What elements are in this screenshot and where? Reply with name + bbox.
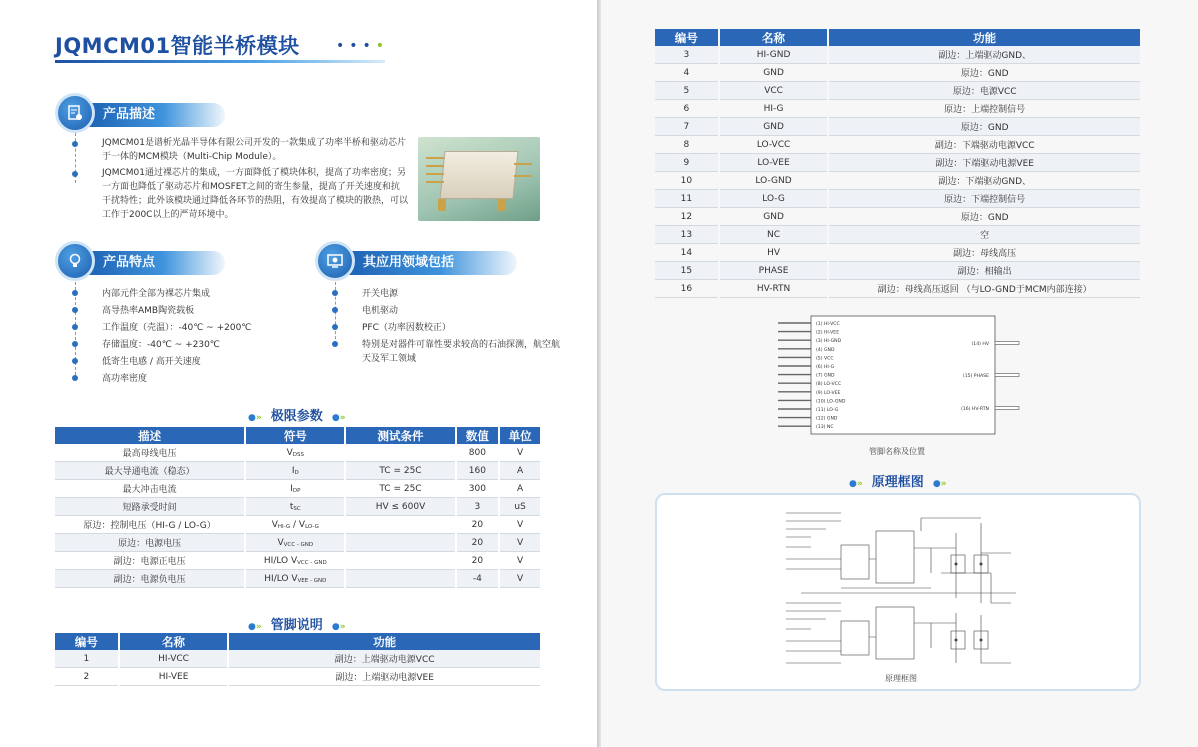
limit-desc: 最大冲击电流 <box>55 480 244 498</box>
table-row <box>55 668 540 686</box>
limit-desc: 副边：电源正电压 <box>55 552 244 570</box>
pin-function: 副边：相输出 <box>829 262 1140 280</box>
pin-label: (6) HI-G <box>816 365 835 370</box>
table-row <box>655 208 1140 226</box>
pins-header-cell: 功能 <box>229 633 540 650</box>
pin-function: 原边：GND <box>829 118 1140 136</box>
limits-header-cell: 测试条件 <box>346 427 454 444</box>
schematic-caption: 原理框图 <box>885 674 917 683</box>
limit-value: -4 <box>457 570 499 588</box>
limit-unit: A <box>500 480 540 498</box>
pin-function: 副边：母线高压返回 （与LO-GND于MCM内部连接） <box>829 280 1140 298</box>
pin-name: NC <box>720 226 828 244</box>
table-row <box>655 280 1140 298</box>
pin-drawing <box>776 312 1021 440</box>
pins-header-cell: 名称 <box>720 29 828 46</box>
limit-symbol: $t_{SC}$ <box>246 498 344 516</box>
table-row <box>55 480 540 498</box>
page-title: JQMCM01智能半桥模块 <box>55 34 300 58</box>
feature-item: 低寄生电感 / 高开关速度 <box>102 357 201 367</box>
pin-number: 5 <box>655 82 718 100</box>
pins-header-cell: 名称 <box>120 633 228 650</box>
pin-function: 副边：下端驱动电源VEE <box>829 154 1140 172</box>
pin-number: 10 <box>655 172 718 190</box>
pin-number: 16 <box>655 280 718 298</box>
features-header <box>55 251 225 277</box>
limit-condition: HV ≤ 600V <box>346 498 454 516</box>
pins-heading: ●» 管脚说明 ●» <box>248 618 346 633</box>
pin-lead <box>995 342 1019 345</box>
limit-value: 300 <box>457 480 499 498</box>
limit-unit: V <box>500 444 540 462</box>
limit-unit: uS <box>500 498 540 516</box>
pin-function: 空 <box>829 226 1140 244</box>
limit-desc: 最高母线电压 <box>55 444 244 462</box>
table-row <box>655 100 1140 118</box>
limits-header-cell: 单位 <box>500 427 540 444</box>
table-row <box>55 516 540 534</box>
limit-value: 20 <box>457 534 499 552</box>
pin-drawing-caption: 管脚名称及位置 <box>869 447 925 456</box>
table-row <box>655 154 1140 172</box>
limit-unit: V <box>500 570 540 588</box>
limit-condition <box>346 444 454 462</box>
pin-number: 12 <box>655 208 718 226</box>
limit-unit: V <box>500 534 540 552</box>
table-row <box>655 118 1140 136</box>
pin-name: HI-G <box>720 100 828 118</box>
pin-name: LO-VCC <box>720 136 828 154</box>
table-row <box>655 244 1140 262</box>
limits-header-cell: 描述 <box>55 427 244 444</box>
pin-number: 11 <box>655 190 718 208</box>
pin-number: 4 <box>655 64 718 82</box>
limit-value: 800 <box>457 444 499 462</box>
pins-header-cell: 编号 <box>655 29 718 46</box>
pins-header-cell: 功能 <box>829 29 1140 46</box>
limits-header-cell: 数值 <box>457 427 499 444</box>
applications-list <box>362 287 562 366</box>
monitor-chart-icon <box>315 241 355 281</box>
pin-name: HI-VCC <box>120 650 228 668</box>
limits-header-cell: 符号 <box>246 427 344 444</box>
features-list <box>102 287 302 389</box>
limit-desc: 最大导通电流（稳态） <box>55 462 244 480</box>
application-item: 特别是对器件可靠性要求较高的石油探测，航空航天及军工领域 <box>362 340 561 364</box>
schematic-diagram <box>781 503 1021 675</box>
pins-table-left <box>53 633 542 686</box>
pin-number: 8 <box>655 136 718 154</box>
application-item: PFC（功率因数校正） <box>362 323 451 333</box>
pin-name: HV <box>720 244 828 262</box>
module-body <box>439 151 518 199</box>
description-header <box>55 103 225 129</box>
left-page <box>0 0 597 747</box>
pin-function: 副边：下端驱动GND、 <box>829 172 1140 190</box>
limit-symbol: $I_{DP}$ <box>246 480 344 498</box>
pin-function: 原边：上端控制信号 <box>829 100 1140 118</box>
application-item: 电机驱动 <box>362 306 399 316</box>
pin-number: 2 <box>55 668 118 686</box>
pin-number: 1 <box>55 650 118 668</box>
table-row <box>655 64 1140 82</box>
pin-function: 原边：下端控制信号 <box>829 190 1140 208</box>
limit-unit: V <box>500 552 540 570</box>
pin-label: (15) PHASE <box>962 374 989 379</box>
pin-name: HI-GND <box>720 46 828 64</box>
pin-name: VCC <box>720 82 828 100</box>
table-row <box>55 498 540 516</box>
table-row <box>655 46 1140 64</box>
limit-condition: TC = 25C <box>346 480 454 498</box>
feature-item: 高功率密度 <box>102 374 148 384</box>
timeline-dot <box>72 141 78 147</box>
feature-item: 工作温度（壳温）：-40℃ ~ +200℃ <box>102 323 252 333</box>
pin-number: 9 <box>655 154 718 172</box>
module-photo <box>418 137 540 221</box>
pin-label: (3) HI-GND <box>816 339 842 345</box>
pin-label: (12) GND <box>816 416 838 422</box>
pin-name: LO-VEE <box>720 154 828 172</box>
limit-desc: 原边：控制电压（HI-G / LO-G） <box>55 516 244 534</box>
limit-condition <box>346 552 454 570</box>
pin-name: HI-VEE <box>120 668 228 686</box>
pin-name: LO-G <box>720 190 828 208</box>
document-check-icon <box>55 93 95 133</box>
pin-label: (10) LO-GND <box>816 399 846 405</box>
table-row <box>55 552 540 570</box>
description-paragraph-2: JQMCM01通过裸芯片的集成，一方面降低了模块体积，提高了功率密度；另一方面也降低了驱动芯片和MOSFET之间的寄生参量，提高了开关速度和抗干扰特性；此外该模块通过降低各环节的热阻，有效提高了模块的散热，可以工作于200C以上的严苛环境中。 <box>102 168 409 220</box>
table-row <box>55 444 540 462</box>
limit-desc: 副边：电源负电压 <box>55 570 244 588</box>
pin-function: 原边：电源VCC <box>829 82 1140 100</box>
pin-name: PHASE <box>720 262 828 280</box>
pin-name: GND <box>720 118 828 136</box>
applications-heading: 其应用领域包括 <box>347 251 517 275</box>
limit-condition <box>346 534 454 552</box>
limit-unit: V <box>500 516 540 534</box>
pin-function: 副边：上端驱动电源VCC <box>229 650 540 668</box>
pin-number: 15 <box>655 262 718 280</box>
limit-condition <box>346 570 454 588</box>
limit-symbol: $I_D$ <box>246 462 344 480</box>
description-heading: 产品描述 <box>87 103 225 127</box>
table-row <box>655 82 1140 100</box>
feature-item: 存储温度：-40℃ ~ +230℃ <box>102 340 220 350</box>
pin-label: (16) HV-RTN <box>961 407 989 412</box>
feature-item: 内部元件全部为裸芯片集成 <box>102 289 211 299</box>
table-row <box>655 172 1140 190</box>
pin-label: (8) LO-VCC <box>816 382 842 388</box>
pin-label: (13) NC <box>816 425 834 431</box>
limit-value: 3 <box>457 498 499 516</box>
features-timeline <box>75 282 76 380</box>
pin-lead <box>995 407 1019 410</box>
table-row <box>655 226 1140 244</box>
limits-table <box>53 427 542 588</box>
limit-unit: A <box>500 462 540 480</box>
features-heading: 产品特点 <box>87 251 225 275</box>
application-item: 开关电源 <box>362 289 399 299</box>
limit-symbol: $V_{DSS}$ <box>246 444 344 462</box>
applications-header <box>315 251 515 277</box>
pin-lead <box>995 374 1019 377</box>
pin-function: 原边：GND <box>829 208 1140 226</box>
pin-label: (1) HI-VCC <box>816 322 840 327</box>
pin-label: (4) GND <box>816 347 835 353</box>
limit-desc: 短路承受时间 <box>55 498 244 516</box>
lightbulb-icon <box>55 241 95 281</box>
table-row <box>55 534 540 552</box>
pins-header-cell: 编号 <box>55 633 118 650</box>
pin-function: 副边：上端驱动GND、 <box>829 46 1140 64</box>
limit-condition <box>346 516 454 534</box>
pin-function: 原边：GND <box>829 64 1140 82</box>
limit-value: 20 <box>457 516 499 534</box>
limit-symbol: HI/LO $V_{VEE - GND}$ <box>246 570 344 588</box>
pin-name: LO-GND <box>720 172 828 190</box>
table-row <box>55 462 540 480</box>
limit-symbol: $V_{VCC - GND}$ <box>246 534 344 552</box>
schematic-panel <box>655 493 1141 691</box>
timeline-dot <box>72 171 78 177</box>
limit-symbol: $V_{HI-G} / V_{LO-G}$ <box>246 516 344 534</box>
title-rule <box>55 60 385 63</box>
limit-condition: TC = 25C <box>346 462 454 480</box>
pin-function: 副边：下端驱动电源VCC <box>829 136 1140 154</box>
table-row <box>655 190 1140 208</box>
pin-label: (9) LO-VEE <box>816 390 841 396</box>
table-row <box>55 570 540 588</box>
limit-desc: 原边：电源电压 <box>55 534 244 552</box>
table-row <box>55 650 540 668</box>
table-row <box>655 136 1140 154</box>
pin-label: (11) LO-G <box>816 408 839 413</box>
pin-label: (14) HV <box>971 342 989 347</box>
pin-function: 副边：母线高压 <box>829 244 1140 262</box>
limit-value: 160 <box>457 462 499 480</box>
limit-symbol: HI/LO $V_{VCC - GND}$ <box>246 552 344 570</box>
description-paragraph-1: JQMCM01是谱析光晶半导体有限公司开发的一款集成了功率半桥和驱动芯片于一体的MCM模块（Multi-Chip Module）。 <box>102 138 407 162</box>
pin-number: 13 <box>655 226 718 244</box>
pin-number: 7 <box>655 118 718 136</box>
limits-heading: ●» 极限参数 ●» <box>248 409 346 424</box>
table-row <box>655 262 1140 280</box>
pin-number: 14 <box>655 244 718 262</box>
pin-label: (7) GND <box>816 373 835 379</box>
pin-number: 3 <box>655 46 718 64</box>
pin-name: GND <box>720 64 828 82</box>
schematic-heading: ●» 原理框图 ●» <box>849 475 947 490</box>
pin-name: HV-RTN <box>720 280 828 298</box>
pin-label: (2) HI-VEE <box>816 330 840 336</box>
feature-item: 高导热率AMB陶瓷载板 <box>102 306 195 316</box>
pin-label: (5) VCC <box>816 356 834 362</box>
pin-name: GND <box>720 208 828 226</box>
pin-function: 副边：上端驱动电源VEE <box>229 668 540 686</box>
title-dots: •••• <box>336 38 390 54</box>
pins-table-right <box>653 29 1142 298</box>
limit-value: 20 <box>457 552 499 570</box>
pin-number: 6 <box>655 100 718 118</box>
